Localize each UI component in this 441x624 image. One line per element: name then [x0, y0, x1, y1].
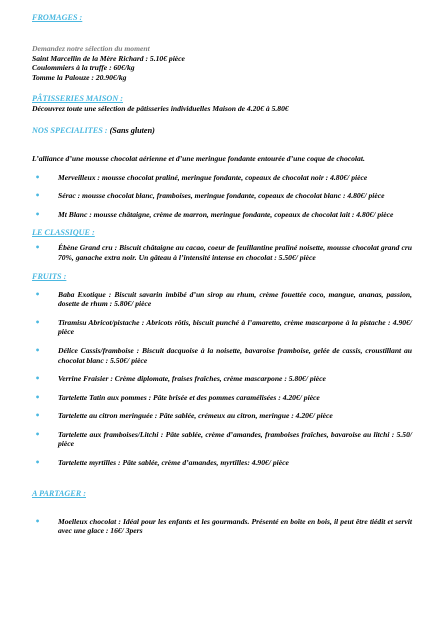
fruits-list [32, 290, 412, 468]
list-item: • Moelleux chocolat : Idéal pour les enfants et les gourmands. Présenté en boîte en bois, il peut être tiédit et servit avec une glace : 16€/ 3pers [35, 516, 412, 536]
bullet-icon: • [35, 374, 41, 384]
classique-list [32, 243, 412, 262]
list-item: • Baba Exotique : Biscuit savarin imbibé d’un sirop au rhum, crème fouettée coco, mangue, ananas, passion, dosette de rhum : 5.80€/ pièce [35, 289, 412, 309]
list-item: • Mt Blanc : mousse châtaigne, crème de marron, meringue fondante, copeaux de chocolat lait : 4.80€/ pièce [35, 209, 394, 219]
section-fruits [32, 272, 412, 468]
fruits-title: FRUITS : [32, 271, 67, 281]
bullet-icon: • [35, 458, 41, 468]
patisseries-text: Découvrez toute une sélection de pâtisseries individuelles Maison de 4.20€ à 5.80€ [32, 104, 289, 114]
bullet-icon: • [35, 317, 41, 327]
partager-title: A PARTAGER : [32, 488, 86, 498]
bullet-icon: • [35, 243, 41, 253]
section-partager [32, 489, 412, 536]
list-item: • Merveilleux : mousse chocolat praliné, meringue fondante, copeaux de chocolat noir : 4.80€/ pièce [35, 172, 368, 182]
bullet-icon: • [35, 345, 41, 355]
fromages-note: Demandez notre sélection du moment [32, 44, 150, 53]
bullet-icon: • [35, 516, 41, 526]
bullet-icon: • [35, 392, 41, 402]
bullet-icon: • [35, 191, 41, 201]
list-item: • Tartelette aux framboises/Litchi : Pâte sablée, crème d’amandes, framboises fraîches, bavaroise au litchi : 5.50/ pièce [35, 429, 412, 449]
menu-content [32, 13, 412, 536]
fromages-title: FROMAGES : [32, 13, 83, 22]
patisseries-title: PÂTISSERIES MAISON : [32, 94, 124, 104]
specialites-subtitle: (Sans gluten) [109, 125, 155, 135]
fromages-item: Saint Marcellin de la Mère Richard : 5.10€ pièce [32, 53, 185, 63]
list-item: • Tartelette Tatin aux pommes : Pâte brisée et des pommes caramélisées : 4.20€/ pièce [35, 392, 320, 402]
list-item: • Verrine Fraisier : Crème diplomate, fraises fraîches, crème mascarpone : 5.80€/ pièce [35, 374, 326, 384]
section-specialites [32, 126, 412, 219]
list-item: • Sérac : mousse chocolat blanc, framboises, meringue fondante, copeaux de chocolat blanc : 4.80€/ pièce [35, 191, 385, 201]
bullet-icon: • [35, 172, 41, 182]
fromages-item: Coulommiers à la truffe : 60€/kg [32, 63, 135, 73]
list-item: • Délice Cassis/framboise : Biscuit dacquoise à la noisette, bavaroise framboise, gelée de cassis, croustillant au chocolat blanc : 5.50€/ pièce [35, 345, 412, 365]
bullet-icon: • [35, 289, 41, 299]
section-patisseries [32, 94, 412, 114]
list-item: • Tartelette au citron meringuée : Pâte sablée, crémeux au citron, meringue : 4.20€/ pièce [35, 411, 333, 421]
bullet-icon: • [35, 209, 41, 219]
list-item: • Ébène Grand cru : Biscuit châtaigne au cacao, coeur de feuillantine praliné noisette, mousse chocolat grand cru 70%, ganache extra noir. Un gâteau à l’intensité intense en chocolat : 5.50€/ pièce [35, 243, 412, 262]
specialites-title: NOS SPECIALITES : (Sans gluten) [32, 125, 155, 135]
classique-title: LE CLASSIQUE : [32, 228, 95, 238]
list-item: • Tartelette myrtilles : Pâte sablée, crème d’amandes, myrtilles: 4.90€/ pièce [35, 458, 289, 468]
specialites-list [32, 173, 412, 220]
section-classique [32, 228, 412, 262]
list-item: • Tiramisu Abricot/pistache : Abricots rôtis, biscuit punché à l’amaretto, crème mascarpone à la pistache : 4.90€/ pièce [35, 317, 412, 337]
section-fromages [32, 13, 412, 82]
specialites-intro: L’alliance d’une mousse chocolat aérienne et d’une meringue fondante entourée d’une coque de chocolat. [32, 153, 365, 163]
bullet-icon: • [35, 429, 41, 439]
partager-list [32, 517, 412, 536]
bullet-icon: • [35, 411, 41, 421]
fromages-item: Tomme la Palouze : 20.90€/kg [32, 72, 127, 82]
